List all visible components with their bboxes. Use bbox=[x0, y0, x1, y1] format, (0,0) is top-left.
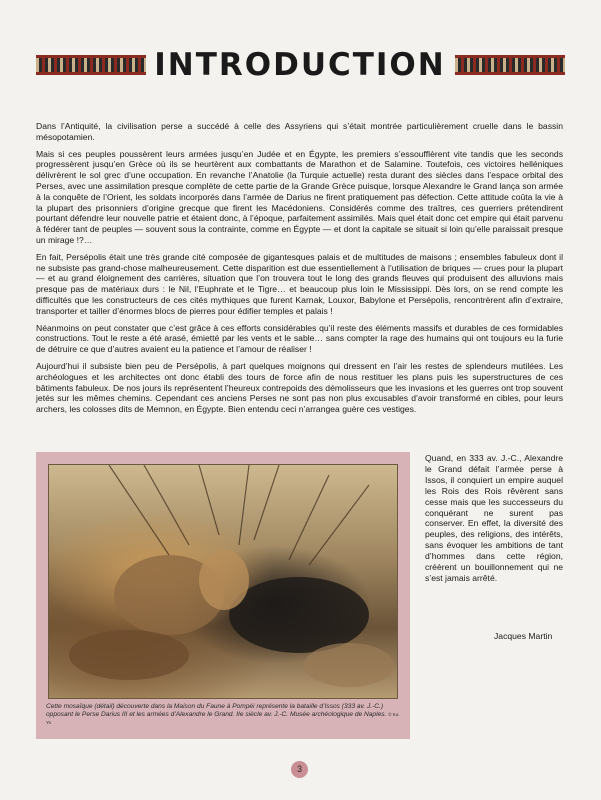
mosaic-illustration bbox=[49, 465, 398, 699]
side-text: Quand, en 333 av. J.-C., Alexandre le Grand défait l’armée perse à Issos, il conquiert un empire auquel les Rois des Rois rêvèrent sans cesse mais que les successeurs du conquérant ne surent pas conserver. En effet, la diversité des peuples, des religions, des intérêts, sans évoquer les ambitions de tant d’hommes dans cette région, créèrent un bouillonnement qui ne s’est jamais arrêté. bbox=[425, 453, 563, 583]
page-title: INTRODUCTION bbox=[154, 47, 446, 83]
figure-caption bbox=[46, 703, 402, 728]
paragraph: Mais si ces peuples poussèrent leurs armées jusqu’en Judée et en Égypte, les premiers s’essoufflèrent vite tandis que les seconds progressèrent jusqu’en Grèce où ils se heurtèrent aux combattants de Marathon et de Salamine. Toutefois, ces victoires helléniques délivrèrent le sol grec d’une occupation. En revanche l’Anatolie (la Turquie actuelle) resta durant des siècles dans l’espace orbital des Perses, avec une assimilation presque complète de cette partie de la Grande Grèce puisque, lorsque Alexandre le Grand lança son armée à la conquête de l’Orient, les soldats incorporés dans l’armée de Darius ne firent pratiquement pas défection. Cette attitude coûta la vie à la plupart des prisonniers d’origine grecque que firent les Macédoniens. Considérés comme des traîtres, ces guerriers prétendirent pourtant défendre leur nouvelle patrie et étaient donc, à l’époque, parfaitement assimilés. Mais quel était donc cet empire qui était parvenu à fédérer tant de peuples — souvent sous la contrainte, comme en Égypte — et dont la capitale se situait si loin qu’elle paraissait presque un mirage !?… bbox=[36, 148, 563, 245]
paragraph: En fait, Persépolis était une très grande cité composée de gigantesques palais et de multitudes de maisons ; ensembles fabuleux dont il ne subsiste pas grand-chose malheureusement. Cette disparition est due essentiellement à l’utilisation de briques — crues pour la plupart — et au grand éloignement des carrières, situation que l’on trouvera tout le long des grands fleuves qui produisent des alluvions mais presque pas de matériaux durs : le Nil, l’Euphrate et le Tigre… et beaucoup plus loin le Mississippi. Dès lors, on se rend compte les difficultés que les constructeurs de ces cités mythiques que furent Karnak, Louxor, Babylone et Persépolis, rencontrèrent afin d’extraire, transporter et tailler d’énormes blocs de pierres pour édifier temples et palais ! bbox=[36, 251, 563, 316]
caption-text: Cette mosaïque (détail) découverte dans la Maison du Faune à Pompéi représente la bataille d’Issos (333 av. J.-C.) opposant le Perse Darius III et les armées d’Alexandre le Grand. IIe siècle av. J.-C. Musée archéologique de Naples. bbox=[46, 703, 387, 719]
paragraph: Aujourd’hui il subsiste bien peu de Persépolis, à part quelques moignons qui dressent en l’air les restes de splendeurs mutilées. Les archéologues et les architectes ont donc établi des tours de force afin de nous restituer les plans puis les superstructures de ces bâtiments fabuleux. De nos jours ils représentent l’heureux contrepoids des démolisseurs que les invasions et les guerres ont trop souvent jetés sur les mêmes chemins. Cependant ces anciens Perses ne sont pas non plus excusables d’avoir transformé en cibles, pour leurs archers, les colosses dits de Memnon, en Égypte. Bien entendu ceci n’arrangea guère ces vestiges. bbox=[36, 360, 563, 415]
page-header bbox=[0, 48, 601, 82]
photo-credit: © Ko. Yo bbox=[46, 712, 400, 726]
paragraph: Néanmoins on peut constater que c’est grâce à ces efforts considérables qu’il reste des éléments massifs et durables de ces formidables constructions. Tout le reste a été arasé, émietté par les vents et le sable… sans compter la rage des humains qui ont toujours eu la furie de détruire ce que d’autres avaient eu la patience et l’amour de réaliser ! bbox=[36, 322, 563, 355]
decorative-band-right bbox=[455, 55, 565, 75]
page-number: 3 bbox=[291, 761, 308, 778]
figure-box bbox=[36, 452, 410, 739]
decorative-band-left bbox=[36, 55, 146, 75]
paragraph: Dans l’Antiquité, la civilisation perse a succédé à celle des Assyriens qui s’était montrée particulièrement cruelle dans le bassin mésopotamien. bbox=[36, 121, 563, 142]
author-signature: Jacques Martin bbox=[494, 631, 553, 641]
body-text bbox=[36, 121, 563, 421]
mosaic-image bbox=[48, 464, 398, 699]
